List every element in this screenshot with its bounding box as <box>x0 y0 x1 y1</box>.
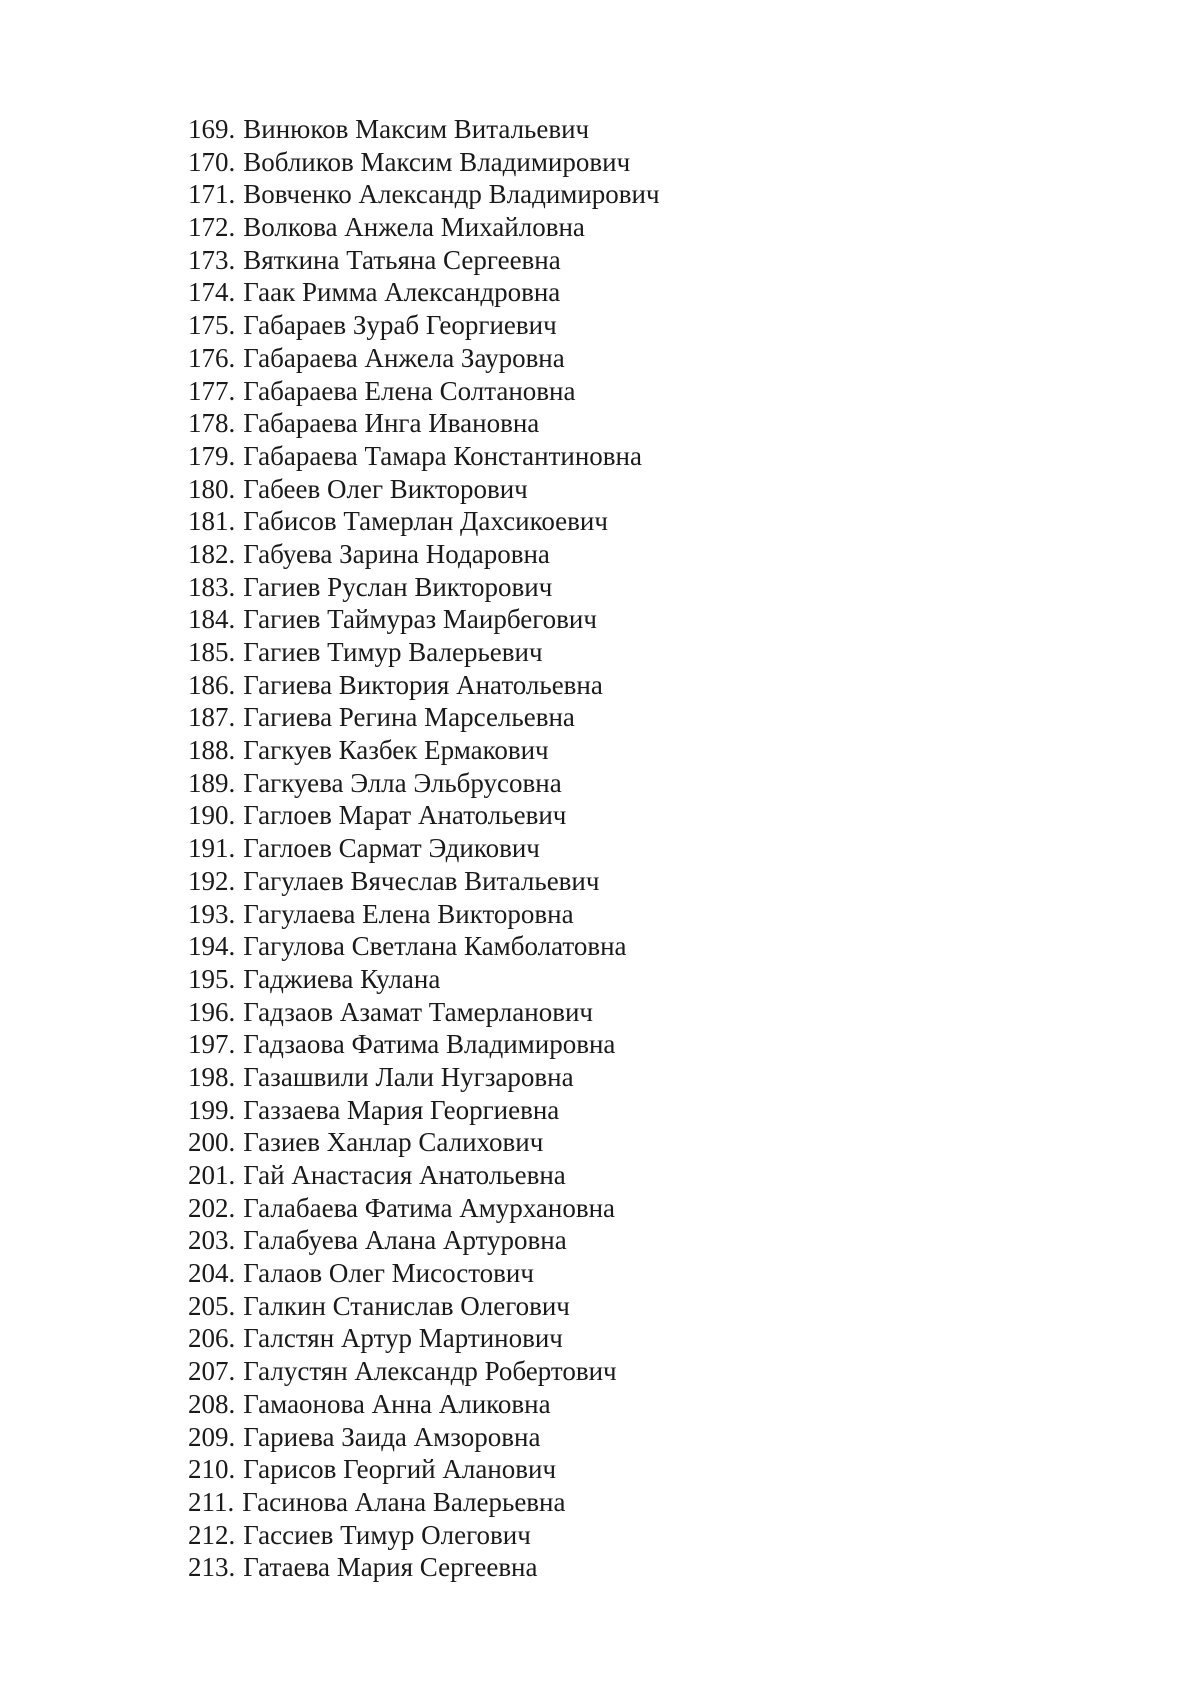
item-name: Габараева Инга Ивановна <box>243 408 540 439</box>
list-item <box>188 767 660 800</box>
list-item <box>188 473 660 506</box>
item-number: 203. <box>188 1225 236 1256</box>
list-item <box>188 1061 660 1094</box>
item-number: 200. <box>188 1127 236 1158</box>
list-item <box>188 1486 660 1519</box>
item-number: 194. <box>188 931 236 962</box>
item-name: Габараева Тамара Константиновна <box>243 440 642 471</box>
item-name: Галкин Станислав Олегович <box>243 1290 570 1321</box>
list-item <box>188 178 660 211</box>
item-number: 213. <box>188 1552 236 1583</box>
list-item <box>188 734 660 767</box>
item-number: 173. <box>188 244 236 275</box>
list-item <box>188 1551 660 1584</box>
list-item <box>188 963 660 996</box>
item-number: 184. <box>188 604 236 635</box>
list-item <box>188 244 660 277</box>
item-number: 174. <box>188 277 236 308</box>
item-name: Гаак Римма Александровна <box>243 277 561 308</box>
list-item <box>188 571 660 604</box>
list-item <box>188 146 660 179</box>
item-name: Габисов Тамерлан Дахсикоевич <box>243 506 608 537</box>
item-name: Галустян Александр Робертович <box>243 1356 617 1387</box>
item-number: 198. <box>188 1061 236 1092</box>
list-item <box>188 1421 660 1454</box>
item-name: Габараева Елена Солтановна <box>243 375 576 406</box>
item-number: 176. <box>188 342 236 373</box>
item-name: Вяткина Татьяна Сергеевна <box>243 244 561 275</box>
list-item <box>188 309 660 342</box>
item-name: Гагкуева Элла Эльбрусовна <box>243 767 562 798</box>
list-item <box>188 996 660 1029</box>
item-number: 196. <box>188 996 236 1027</box>
list-item <box>188 1192 660 1225</box>
list-item <box>188 1355 660 1388</box>
item-name: Гагкуев Казбек Ермакович <box>243 735 549 766</box>
item-number: 179. <box>188 440 236 471</box>
list-item <box>188 1519 660 1552</box>
item-name: Винюков Максим Витальевич <box>243 114 590 144</box>
item-name: Гадзаов Азамат Тамерланович <box>243 996 593 1027</box>
list-item <box>188 1290 660 1323</box>
item-name: Гай Анастасия Анатольевна <box>243 1160 566 1190</box>
list-item <box>188 538 660 571</box>
item-name: Габараева Анжела Зауровна <box>243 342 565 373</box>
item-number: 202. <box>188 1192 236 1223</box>
item-number: 190. <box>188 800 236 831</box>
list-item <box>188 865 660 898</box>
item-name: Галабаева Фатима Амурхановна <box>243 1192 616 1223</box>
item-name: Волкова Анжела Михайловна <box>243 212 585 243</box>
item-name: Гаглоев Марат Анатольевич <box>243 800 567 831</box>
list-item <box>188 375 660 408</box>
list-item <box>188 1453 660 1486</box>
item-name: Гагиев Таймураз Маирбегович <box>243 604 597 635</box>
item-name: Газашвили Лали Нугзаровна <box>243 1061 574 1092</box>
item-name: Гагулова Светлана Камболатовна <box>243 931 627 962</box>
item-number: 212. <box>188 1519 236 1550</box>
item-number: 195. <box>188 963 236 994</box>
item-name: Гадзаова Фатима Владимировна <box>243 1029 616 1060</box>
item-number: 207. <box>188 1356 236 1387</box>
item-number: 211. <box>188 1486 235 1517</box>
item-number: 193. <box>188 898 236 929</box>
item-number: 187. <box>188 702 236 733</box>
list-item <box>188 603 660 636</box>
item-number: 177. <box>188 375 236 406</box>
list-item <box>188 211 660 244</box>
item-number: 183. <box>188 571 236 602</box>
list-item <box>188 1257 660 1290</box>
item-number: 199. <box>188 1094 236 1125</box>
list-item <box>188 1224 660 1257</box>
item-number: 171. <box>188 179 236 210</box>
item-name: Гагулаев Вячеслав Витальевич <box>243 865 600 896</box>
item-number: 175. <box>188 310 236 341</box>
item-number: 204. <box>188 1258 236 1289</box>
item-name: Вобликов Максим Владимирович <box>243 146 631 177</box>
item-number: 205. <box>188 1290 236 1321</box>
item-number: 209. <box>188 1421 236 1452</box>
list-item <box>188 799 660 832</box>
item-name: Габеев Олег Викторович <box>243 473 528 504</box>
item-number: 208. <box>188 1388 236 1419</box>
item-name: Гарисов Георгий Аланович <box>243 1454 557 1485</box>
list-item <box>188 1126 660 1159</box>
list-item <box>188 1322 660 1355</box>
item-name: Газзаева Мария Георгиевна <box>243 1094 560 1125</box>
list-item <box>188 930 660 963</box>
item-name: Гариева Заида Амзоровна <box>243 1421 541 1452</box>
item-name: Гагулаева Елена Викторовна <box>243 898 574 929</box>
item-number: 180. <box>188 473 236 504</box>
list-item <box>188 113 660 146</box>
item-number: 188. <box>188 735 236 766</box>
list-item <box>188 898 660 931</box>
item-number: 192. <box>188 865 236 896</box>
item-name: Гагиева Регина Марсельевна <box>243 702 575 733</box>
item-name: Гагиев Тимур Валерьевич <box>243 637 543 667</box>
item-number: 197. <box>188 1029 236 1060</box>
list-item <box>188 636 660 669</box>
item-name: Гассиев Тимур Олегович <box>243 1519 531 1550</box>
item-name: Галаов Олег Мисостович <box>243 1258 534 1289</box>
item-number: 181. <box>188 506 236 537</box>
item-number: 169. <box>188 114 236 144</box>
list-item <box>188 440 660 473</box>
item-name: Галстян Артур Мартинович <box>243 1323 563 1354</box>
list-item <box>188 407 660 440</box>
item-name: Газиев Ханлар Салихович <box>243 1127 544 1158</box>
item-name: Гасинова Алана Валерьевна <box>242 1486 566 1517</box>
item-number: 178. <box>188 408 236 439</box>
item-name: Габуева Зарина Нодаровна <box>243 538 550 569</box>
item-number: 185. <box>188 637 236 667</box>
list-item <box>188 1388 660 1421</box>
item-name: Вовченко Александр Владимирович <box>243 179 660 210</box>
list-item <box>188 1028 660 1061</box>
item-number: 210. <box>188 1454 236 1485</box>
name-list <box>188 113 660 1584</box>
item-name: Гатаева Мария Сергеевна <box>243 1552 538 1583</box>
list-item <box>188 669 660 702</box>
item-number: 186. <box>188 669 236 700</box>
item-name: Габараев Зураб Георгиевич <box>243 310 557 341</box>
list-item <box>188 1159 660 1192</box>
item-number: 191. <box>188 833 236 864</box>
item-name: Гагиева Виктория Анатольевна <box>243 669 603 700</box>
item-number: 172. <box>188 212 236 243</box>
item-number: 206. <box>188 1323 236 1354</box>
item-name: Галабуева Алана Артуровна <box>243 1225 567 1256</box>
list-item <box>188 342 660 375</box>
item-name: Гамаонова Анна Аликовна <box>243 1388 551 1419</box>
list-item <box>188 832 660 865</box>
item-number: 189. <box>188 767 236 798</box>
item-number: 170. <box>188 146 236 177</box>
list-item <box>188 505 660 538</box>
list-item <box>188 1094 660 1127</box>
list-item <box>188 701 660 734</box>
item-number: 182. <box>188 538 236 569</box>
item-name: Гаглоев Сармат Эдикович <box>243 833 540 864</box>
list-item <box>188 276 660 309</box>
item-name: Гагиев Руслан Викторович <box>243 571 553 602</box>
item-number: 201. <box>188 1160 236 1190</box>
item-name: Гаджиева Кулана <box>243 963 441 994</box>
